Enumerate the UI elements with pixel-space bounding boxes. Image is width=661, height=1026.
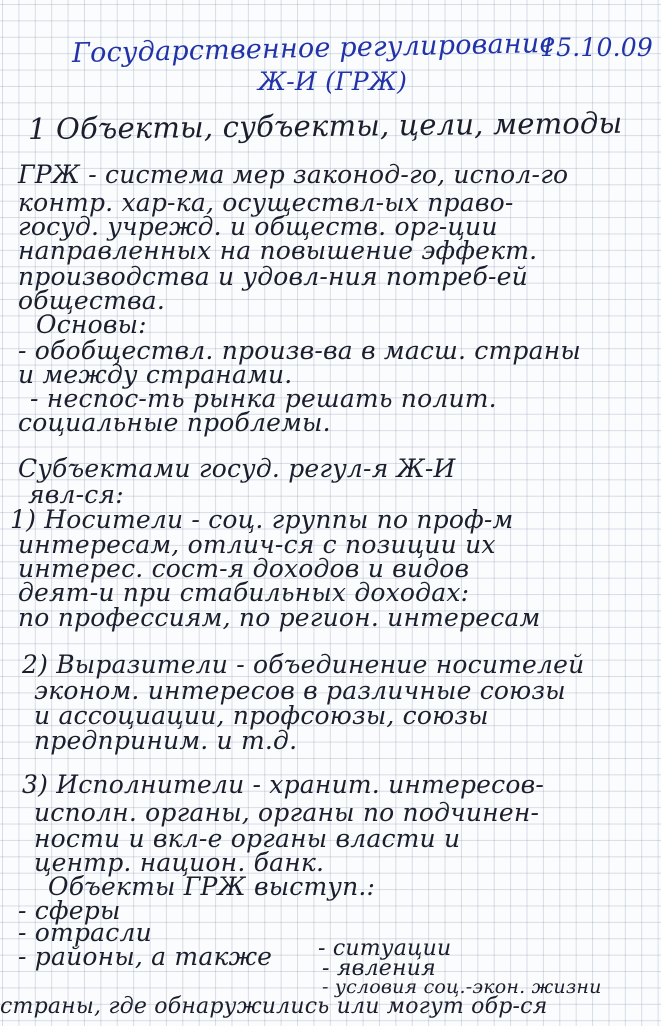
text-line: предприним. и т.д. — [34, 726, 298, 755]
text-line: ГРЖ - система мер законод-го, испол-го — [18, 160, 569, 189]
text-line: исполн. органы, органы по подчинен- — [34, 798, 540, 827]
text-line: ности и вкл-е органы власти и — [34, 824, 461, 853]
text-line: - явления — [322, 956, 436, 981]
text-line: - условия соц.-экон. жизни — [322, 976, 602, 998]
text-line: Субъектами госуд. регул-я Ж-И — [18, 454, 456, 483]
text-line: контр. хар-ка, осуществл-ых право- — [18, 188, 514, 217]
text-line: 2) Выразители - объединение носителей — [22, 650, 585, 679]
text-line: - ситуации — [318, 936, 452, 961]
text-line: явл-ся: — [28, 480, 124, 509]
header-title-line1: Государственное регулирование — [71, 27, 556, 69]
text-line: - сферы — [18, 896, 121, 925]
text-line: - обобществл. произв-ва в масш. страны — [18, 336, 581, 365]
header-title-line2: Ж-И (ГРЖ) — [258, 67, 408, 96]
text-line: интересам, отлич-ся с позиции их — [18, 530, 496, 559]
text-line: страны, где обнаружились или могут обр-ся — [0, 994, 548, 1019]
text-line: госуд. учрежд. и обществ. орг-ции — [18, 212, 498, 241]
text-line: производства и удовл-ния потреб-ей — [18, 262, 528, 291]
text-line: центр. национ. банк. — [34, 848, 325, 877]
text-line: 3) Исполнители - хранит. интересов- — [22, 770, 545, 799]
header-date: 15.10.09 — [540, 33, 653, 62]
text-line: Основы: — [36, 310, 147, 339]
text-line: социальные проблемы. — [18, 408, 331, 437]
text-line: Объекты ГРЖ выступ.: — [48, 872, 376, 901]
text-line: общества. — [18, 286, 166, 315]
text-line: деят-и при стабильных доходах: — [18, 578, 470, 607]
text-line: интерес. сост-я доходов и видов — [18, 554, 470, 583]
text-line: и ассоциации, профсоюзы, союзы — [34, 701, 489, 730]
text-line: эконом. интересов в различные союзы — [34, 676, 566, 705]
text-line: - неспос-ть рынка решать полит. — [30, 384, 497, 413]
section-title: 1 Объекты, субъекты, цели, методы — [27, 105, 623, 146]
text-line: - отрасли — [18, 918, 152, 947]
text-line: 1) Носители - соц. группы по проф-м — [10, 505, 514, 534]
text-line: и между странами. — [18, 360, 293, 389]
text-line: направленных на повышение эффект. — [18, 236, 538, 265]
text-line: - районы, а также — [18, 942, 273, 971]
text-line: по профессиям, по регион. интересам — [18, 603, 541, 632]
